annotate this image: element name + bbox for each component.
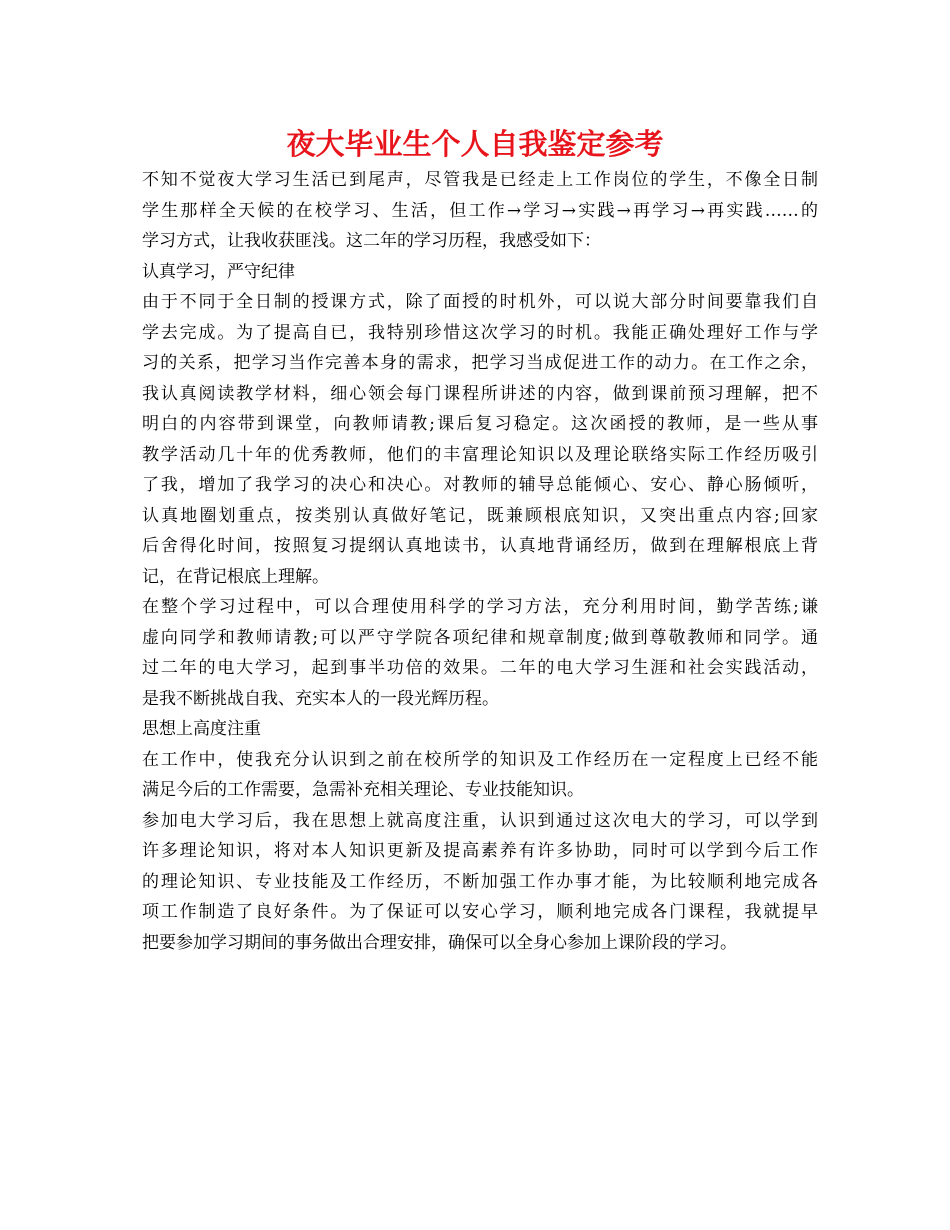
text-line: 明白的内容带到课堂，向教师请教;课后复习稳定。这次函授的教师，是一些从事 xyxy=(142,414,818,434)
text-line: 我认真阅读教学材料，细心领会每门课程所讲述的内容，做到课前预习理解，把不 xyxy=(142,383,818,404)
text-line: 教学活动几十年的优秀教师，他们的丰富理论知识以及理论联络实际工作经历吸引 xyxy=(142,444,818,465)
text-line: 虚向同学和教师请教;可以严守学院各项纪律和规章制度;做到尊敬教师和同学。通 xyxy=(142,627,818,648)
text-line: 由于不同于全日制的授课方式，除了面授的时机外，可以说大部分时间要靠我们自 xyxy=(142,292,818,312)
text-line: 在整个学习过程中，可以合理使用科学的学习方法，充分利用时间，勤学苦练;谦 xyxy=(142,597,818,617)
text-line: 记，在背记根底上理解。 xyxy=(142,566,329,587)
text-line: 学习方式，让我收获匪浅。这二年的学习历程，我感受如下： xyxy=(142,231,601,251)
text-line: 许多理论知识，将对本人知识更新及提高素养有许多协助，同时可以学到今后工作 xyxy=(142,841,818,861)
text-line: 过二年的电大学习，起到事半功倍的效果。二年的电大学习生涯和社会实践活动， xyxy=(142,658,818,678)
text-line: 满足今后的工作需要，急需补充相关理论、专业技能知识。 xyxy=(142,780,584,800)
text-line: 了我，增加了我学习的决心和决心。对教师的辅导总能倾心、安心、静心肠倾听， xyxy=(142,475,818,495)
text-line: 学生那样全天候的在校学习、生活，但工作→学习→实践→再学习→再实践……的 xyxy=(142,200,818,221)
text-line: 后舍得化时间，按照复习提纲认真地读书，认真地背诵经历，做到在理解根底上背 xyxy=(142,536,818,556)
text-line: 认真地圈划重点，按类别认真做好笔记，既兼顾根底知识，又突出重点内容;回家 xyxy=(142,505,818,526)
text-line: 习的关系，把学习当作完善本身的需求，把学习当成促进工作的动力。在工作之余， xyxy=(142,353,818,373)
document-body xyxy=(142,165,818,958)
text-line: 不知不觉夜大学习生活已到尾声，尽管我是已经走上工作岗位的学生，不像全日制 xyxy=(142,170,818,190)
text-line: 思想上高度注重 xyxy=(142,719,261,739)
text-line: 项工作制造了良好条件。为了保证可以安心学习，顺利地完成各门课程，我就提早 xyxy=(142,902,818,922)
text-line: 参加电大学习后，我在思想上就高度注重，认识到通过这次电大的学习，可以学到 xyxy=(142,810,818,831)
text-line: 学去完成。为了提高自已，我特别珍惜这次学习的时机。我能正确处理好工作与学 xyxy=(142,322,818,343)
document-title: 夜大毕业生个人自我鉴定参考 xyxy=(286,127,664,161)
text-line: 的理论知识、专业技能及工作经历，不断加强工作办事才能，为比较顺利地完成各 xyxy=(142,871,818,892)
text-line: 在工作中，使我充分认识到之前在校所学的知识及工作经历在一定程度上已经不能 xyxy=(142,749,818,770)
text-line: 是我不断挑战自我、充实本人的一段光辉历程。 xyxy=(142,688,499,709)
text-line: 把要参加学习期间的事务做出合理安排，确保可以全身心参加上课阶段的学习。 xyxy=(142,932,737,953)
text-line: 认真学习，严守纪律 xyxy=(142,261,295,282)
